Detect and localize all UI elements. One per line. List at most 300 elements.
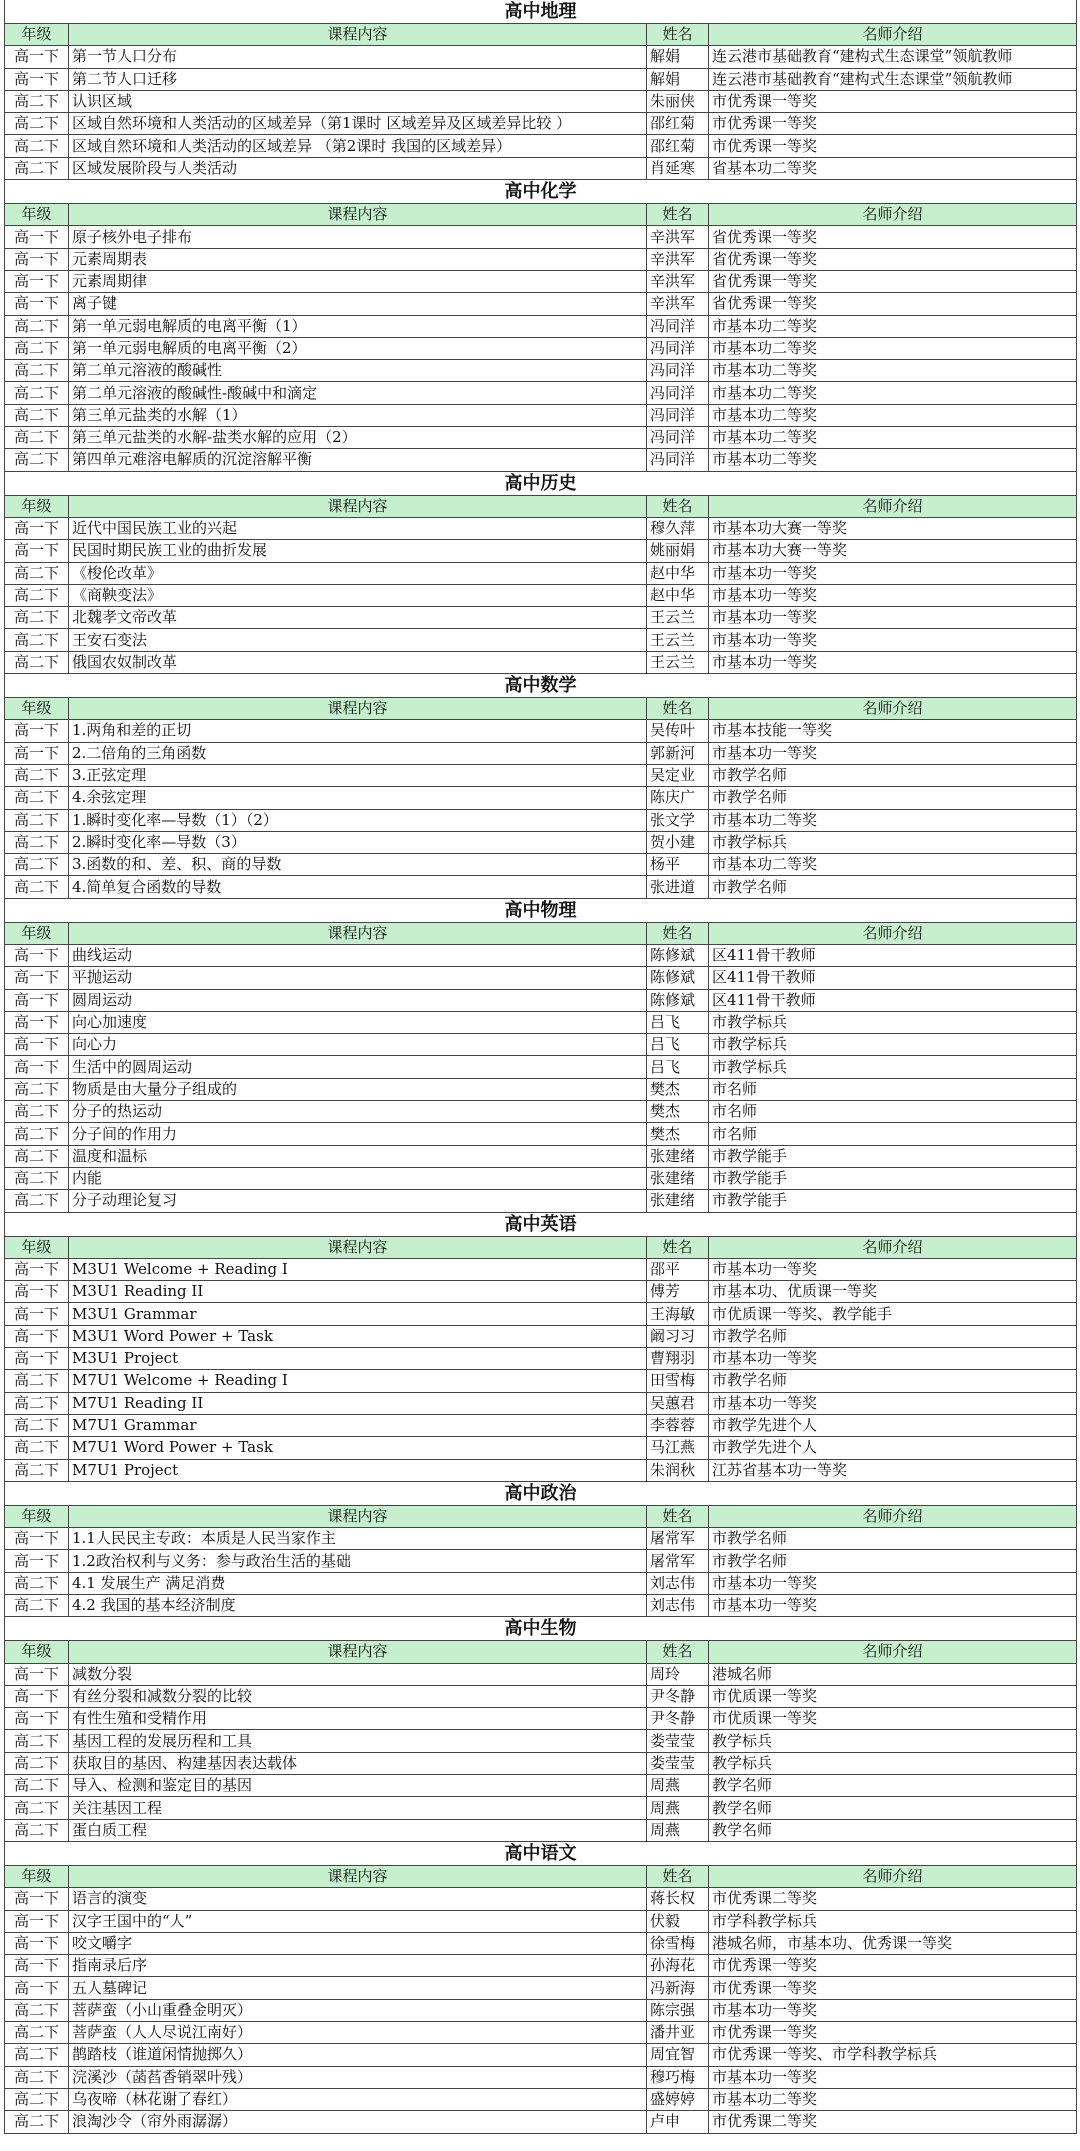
teacher-intro-cell: 市优秀课一等奖 bbox=[709, 113, 1077, 135]
grade-cell: 高一下 bbox=[5, 1281, 69, 1303]
teacher-intro-cell: 市优秀课一等奖 bbox=[709, 1955, 1077, 1977]
header-grade: 年级 bbox=[5, 24, 69, 46]
table-row bbox=[5, 157, 1077, 179]
grade-cell: 高一下 bbox=[5, 989, 69, 1011]
header-row bbox=[5, 24, 1077, 46]
header-intro: 名师介绍 bbox=[709, 1236, 1077, 1258]
grade-cell: 高一下 bbox=[5, 293, 69, 315]
course-sheet bbox=[4, 0, 1076, 2134]
header-row bbox=[5, 1236, 1077, 1258]
table-row bbox=[5, 1888, 1077, 1910]
course-cell: 元素周期律 bbox=[69, 270, 647, 292]
grade-cell: 高二下 bbox=[5, 809, 69, 831]
grade-cell: 高二下 bbox=[5, 449, 69, 471]
grade-cell: 高二下 bbox=[5, 1459, 69, 1481]
teacher-name-cell: 王海敏 bbox=[647, 1303, 709, 1325]
teacher-name-cell: 辛洪军 bbox=[647, 270, 709, 292]
teacher-intro-cell: 市优秀课一等奖 bbox=[709, 1977, 1077, 1999]
teacher-name-cell: 樊杰 bbox=[647, 1123, 709, 1145]
teacher-intro-cell: 市优秀课二等奖 bbox=[709, 1888, 1077, 1910]
course-cell: 民国时期民族工业的曲折发展 bbox=[69, 540, 647, 562]
table-row bbox=[5, 135, 1077, 157]
teacher-name-cell: 冯同洋 bbox=[647, 449, 709, 471]
table-row bbox=[5, 809, 1077, 831]
teacher-intro-cell: 市教学标兵 bbox=[709, 1011, 1077, 1033]
grade-cell: 高二下 bbox=[5, 157, 69, 179]
header-name: 姓名 bbox=[647, 1641, 709, 1663]
header-course: 课程内容 bbox=[69, 1505, 647, 1527]
table-row bbox=[5, 854, 1077, 876]
teacher-intro-cell: 区411骨干教师 bbox=[709, 989, 1077, 1011]
table-row bbox=[5, 315, 1077, 337]
grade-cell: 高一下 bbox=[5, 944, 69, 966]
header-course: 课程内容 bbox=[69, 922, 647, 944]
table-row bbox=[5, 1910, 1077, 1932]
table-row bbox=[5, 1955, 1077, 1977]
teacher-name-cell: 傅芳 bbox=[647, 1281, 709, 1303]
teacher-name-cell: 郭新河 bbox=[647, 742, 709, 764]
course-cell: 语言的演变 bbox=[69, 1888, 647, 1910]
grade-cell: 高二下 bbox=[5, 607, 69, 629]
teacher-name-cell: 周燕 bbox=[647, 1775, 709, 1797]
teacher-intro-cell: 市优质课一等奖 bbox=[709, 1708, 1077, 1730]
table-row bbox=[5, 248, 1077, 270]
header-row bbox=[5, 1505, 1077, 1527]
table-row bbox=[5, 226, 1077, 248]
teacher-intro-cell: 市教学能手 bbox=[709, 1145, 1077, 1167]
teacher-intro-cell: 教学名师 bbox=[709, 1797, 1077, 1819]
course-cell: 减数分裂 bbox=[69, 1663, 647, 1685]
course-cell: 近代中国民族工业的兴起 bbox=[69, 517, 647, 539]
teacher-intro-cell: 市基本功一等奖 bbox=[709, 2066, 1077, 2088]
course-cell: 获取目的基因、构建基因表达载体 bbox=[69, 1752, 647, 1774]
header-row bbox=[5, 1865, 1077, 1887]
teacher-name-cell: 吴传叶 bbox=[647, 720, 709, 742]
table-row bbox=[5, 540, 1077, 562]
table-row bbox=[5, 876, 1077, 898]
course-cell: 指南录后序 bbox=[69, 1955, 647, 1977]
grade-cell: 高一下 bbox=[5, 226, 69, 248]
course-cell: 第一单元弱电解质的电离平衡（1） bbox=[69, 315, 647, 337]
course-cell: M7U1 Grammar bbox=[69, 1414, 647, 1436]
course-cell: 离子键 bbox=[69, 293, 647, 315]
header-course: 课程内容 bbox=[69, 1641, 647, 1663]
grade-cell: 高二下 bbox=[5, 651, 69, 673]
grade-cell: 高一下 bbox=[5, 1303, 69, 1325]
course-cell: 4.2 我国的基本经济制度 bbox=[69, 1595, 647, 1617]
teacher-intro-cell: 市基本功、优质课一等奖 bbox=[709, 1281, 1077, 1303]
teacher-name-cell: 刘志伟 bbox=[647, 1572, 709, 1594]
table-row bbox=[5, 1370, 1077, 1392]
course-cell: 王安石变法 bbox=[69, 629, 647, 651]
grade-cell: 高二下 bbox=[5, 404, 69, 426]
teacher-name-cell: 张建绪 bbox=[647, 1167, 709, 1189]
teacher-name-cell: 张建绪 bbox=[647, 1145, 709, 1167]
course-cell: 4.余弦定理 bbox=[69, 787, 647, 809]
teacher-name-cell: 贺小建 bbox=[647, 831, 709, 853]
course-cell: 第三单元盐类的水解（1） bbox=[69, 404, 647, 426]
teacher-intro-cell: 教学标兵 bbox=[709, 1730, 1077, 1752]
teacher-name-cell: 屠常军 bbox=[647, 1550, 709, 1572]
table-row bbox=[5, 584, 1077, 606]
table-row bbox=[5, 967, 1077, 989]
course-cell: M7U1 Welcome + Reading I bbox=[69, 1370, 647, 1392]
table-row bbox=[5, 1752, 1077, 1774]
header-name: 姓名 bbox=[647, 1865, 709, 1887]
header-row bbox=[5, 204, 1077, 226]
course-cell: M3U1 Word Power + Task bbox=[69, 1325, 647, 1347]
grade-cell: 高二下 bbox=[5, 1437, 69, 1459]
grade-cell: 高一下 bbox=[5, 517, 69, 539]
course-cell: 分子间的作用力 bbox=[69, 1123, 647, 1145]
header-grade: 年级 bbox=[5, 1236, 69, 1258]
table-row bbox=[5, 1056, 1077, 1078]
table-row bbox=[5, 113, 1077, 135]
course-cell: 咬文嚼字 bbox=[69, 1932, 647, 1954]
grade-cell: 高二下 bbox=[5, 2066, 69, 2088]
course-cell: 元素周期表 bbox=[69, 248, 647, 270]
grade-cell: 高二下 bbox=[5, 2111, 69, 2133]
grade-cell: 高一下 bbox=[5, 270, 69, 292]
teacher-intro-cell: 市教学先进个人 bbox=[709, 1414, 1077, 1436]
teacher-name-cell: 陈修斌 bbox=[647, 967, 709, 989]
grade-cell: 高二下 bbox=[5, 382, 69, 404]
teacher-name-cell: 赵中华 bbox=[647, 562, 709, 584]
grade-cell: 高一下 bbox=[5, 1258, 69, 1280]
teacher-name-cell: 吴蕙君 bbox=[647, 1392, 709, 1414]
header-intro: 名师介绍 bbox=[709, 1505, 1077, 1527]
course-cell: 导入、检测和鉴定目的基因 bbox=[69, 1775, 647, 1797]
teacher-name-cell: 朱丽侠 bbox=[647, 90, 709, 112]
course-cell: 《梭伦改革》 bbox=[69, 562, 647, 584]
teacher-name-cell: 肖延寒 bbox=[647, 157, 709, 179]
teacher-intro-cell: 市教学先进个人 bbox=[709, 1437, 1077, 1459]
teacher-name-cell: 辛洪军 bbox=[647, 293, 709, 315]
teacher-intro-cell: 港城名师，市基本功、优秀课一等奖 bbox=[709, 1932, 1077, 1954]
table-row bbox=[5, 764, 1077, 786]
teacher-intro-cell: 市基本功一等奖 bbox=[709, 1392, 1077, 1414]
course-cell: 第二单元溶液的酸碱性 bbox=[69, 360, 647, 382]
teacher-intro-cell: 市教学名师 bbox=[709, 1325, 1077, 1347]
teacher-name-cell: 卢申 bbox=[647, 2111, 709, 2133]
teacher-name-cell: 解娟 bbox=[647, 46, 709, 68]
grade-cell: 高一下 bbox=[5, 1034, 69, 1056]
teacher-name-cell: 邵红菊 bbox=[647, 113, 709, 135]
teacher-intro-cell: 市基本功一等奖 bbox=[709, 1258, 1077, 1280]
grade-cell: 高二下 bbox=[5, 337, 69, 359]
teacher-intro-cell: 省优秀课一等奖 bbox=[709, 248, 1077, 270]
grade-cell: 高一下 bbox=[5, 1910, 69, 1932]
course-cell: 曲线运动 bbox=[69, 944, 647, 966]
teacher-intro-cell: 市基本功二等奖 bbox=[709, 427, 1077, 449]
teacher-name-cell: 尹冬静 bbox=[647, 1685, 709, 1707]
header-intro: 名师介绍 bbox=[709, 204, 1077, 226]
table-row bbox=[5, 1999, 1077, 2021]
grade-cell: 高二下 bbox=[5, 1414, 69, 1436]
teacher-name-cell: 娄莹莹 bbox=[647, 1730, 709, 1752]
table-row bbox=[5, 2111, 1077, 2133]
course-cell: 鹊踏枝（谁道闲情抛掷久） bbox=[69, 2044, 647, 2066]
table-row bbox=[5, 607, 1077, 629]
teacher-intro-cell: 市教学标兵 bbox=[709, 1034, 1077, 1056]
grade-cell: 高二下 bbox=[5, 1572, 69, 1594]
grade-cell: 高二下 bbox=[5, 135, 69, 157]
course-cell: 1.瞬时变化率—导数（1）（2） bbox=[69, 809, 647, 831]
table-row bbox=[5, 1101, 1077, 1123]
grade-cell: 高二下 bbox=[5, 1752, 69, 1774]
header-row bbox=[5, 922, 1077, 944]
grade-cell: 高二下 bbox=[5, 584, 69, 606]
teacher-intro-cell: 市教学标兵 bbox=[709, 1056, 1077, 1078]
course-cell: 基因工程的发展历程和工具 bbox=[69, 1730, 647, 1752]
course-cell: M7U1 Reading II bbox=[69, 1392, 647, 1414]
header-course: 课程内容 bbox=[69, 1865, 647, 1887]
section-title-row bbox=[5, 898, 1077, 922]
section-title: 高中英语 bbox=[5, 1212, 1077, 1236]
table-row bbox=[5, 517, 1077, 539]
header-course: 课程内容 bbox=[69, 24, 647, 46]
grade-cell: 高二下 bbox=[5, 1775, 69, 1797]
table-row bbox=[5, 831, 1077, 853]
teacher-intro-cell: 市基本功二等奖 bbox=[709, 449, 1077, 471]
course-cell: M3U1 Reading II bbox=[69, 1281, 647, 1303]
teacher-intro-cell: 市基本功大赛一等奖 bbox=[709, 540, 1077, 562]
course-cell: 浪淘沙令（帘外雨潺潺） bbox=[69, 2111, 647, 2133]
grade-cell: 高一下 bbox=[5, 1932, 69, 1954]
course-cell: 第一节人口分布 bbox=[69, 46, 647, 68]
table-row bbox=[5, 68, 1077, 90]
header-intro: 名师介绍 bbox=[709, 1865, 1077, 1887]
grade-cell: 高二下 bbox=[5, 1078, 69, 1100]
grade-cell: 高一下 bbox=[5, 742, 69, 764]
grade-cell: 高二下 bbox=[5, 1392, 69, 1414]
teacher-name-cell: 周宜智 bbox=[647, 2044, 709, 2066]
teacher-name-cell: 冯同洋 bbox=[647, 360, 709, 382]
header-name: 姓名 bbox=[647, 24, 709, 46]
teacher-name-cell: 张建绪 bbox=[647, 1190, 709, 1212]
section-title: 高中生物 bbox=[5, 1617, 1077, 1641]
header-grade: 年级 bbox=[5, 1865, 69, 1887]
teacher-intro-cell: 市基本功一等奖 bbox=[709, 629, 1077, 651]
grade-cell: 高一下 bbox=[5, 1011, 69, 1033]
grade-cell: 高一下 bbox=[5, 1348, 69, 1370]
teacher-intro-cell: 市基本功一等奖 bbox=[709, 1595, 1077, 1617]
teacher-name-cell: 阚习习 bbox=[647, 1325, 709, 1347]
course-cell: 第一单元弱电解质的电离平衡（2） bbox=[69, 337, 647, 359]
teacher-name-cell: 孙海花 bbox=[647, 1955, 709, 1977]
table-row bbox=[5, 1775, 1077, 1797]
course-cell: 俄国农奴制改革 bbox=[69, 651, 647, 673]
teacher-name-cell: 杨平 bbox=[647, 854, 709, 876]
grade-cell: 高一下 bbox=[5, 1888, 69, 1910]
teacher-intro-cell: 省优秀课一等奖 bbox=[709, 293, 1077, 315]
table-row bbox=[5, 1595, 1077, 1617]
course-cell: 乌夜啼（林花谢了春红） bbox=[69, 2088, 647, 2110]
teacher-name-cell: 王云兰 bbox=[647, 651, 709, 673]
teacher-intro-cell: 市基本功一等奖 bbox=[709, 584, 1077, 606]
teacher-name-cell: 解娟 bbox=[647, 68, 709, 90]
course-cell: 向心力 bbox=[69, 1034, 647, 1056]
header-course: 课程内容 bbox=[69, 204, 647, 226]
grade-cell: 高一下 bbox=[5, 1528, 69, 1550]
teacher-intro-cell: 市教学能手 bbox=[709, 1167, 1077, 1189]
teacher-name-cell: 蒋长权 bbox=[647, 1888, 709, 1910]
header-grade: 年级 bbox=[5, 204, 69, 226]
table-row bbox=[5, 787, 1077, 809]
teacher-name-cell: 伏毅 bbox=[647, 1910, 709, 1932]
table-row bbox=[5, 944, 1077, 966]
teacher-intro-cell: 市基本功一等奖 bbox=[709, 1572, 1077, 1594]
grade-cell: 高二下 bbox=[5, 427, 69, 449]
teacher-intro-cell: 市基本功大赛一等奖 bbox=[709, 517, 1077, 539]
header-intro: 名师介绍 bbox=[709, 698, 1077, 720]
table-row bbox=[5, 1528, 1077, 1550]
teacher-name-cell: 娄莹莹 bbox=[647, 1752, 709, 1774]
table-row bbox=[5, 1730, 1077, 1752]
course-cell: 区域发展阶段与人类活动 bbox=[69, 157, 647, 179]
grade-cell: 高二下 bbox=[5, 1819, 69, 1841]
course-cell: 物质是由大量分子组成的 bbox=[69, 1078, 647, 1100]
table-row bbox=[5, 1011, 1077, 1033]
teacher-name-cell: 吕飞 bbox=[647, 1056, 709, 1078]
table-row bbox=[5, 293, 1077, 315]
teacher-intro-cell: 区411骨干教师 bbox=[709, 967, 1077, 989]
table-row bbox=[5, 1819, 1077, 1841]
section-title-row bbox=[5, 0, 1077, 24]
teacher-name-cell: 陈修斌 bbox=[647, 989, 709, 1011]
grade-cell: 高二下 bbox=[5, 2044, 69, 2066]
table-row bbox=[5, 2022, 1077, 2044]
header-course: 课程内容 bbox=[69, 1236, 647, 1258]
teacher-name-cell: 曹翔羽 bbox=[647, 1348, 709, 1370]
grade-cell: 高二下 bbox=[5, 764, 69, 786]
grade-cell: 高一下 bbox=[5, 1325, 69, 1347]
teacher-intro-cell: 市教学标兵 bbox=[709, 831, 1077, 853]
section-title-row bbox=[5, 471, 1077, 495]
teacher-intro-cell: 市教学名师 bbox=[709, 876, 1077, 898]
teacher-intro-cell: 市优秀课一等奖、市学科教学标兵 bbox=[709, 2044, 1077, 2066]
section-title-row bbox=[5, 1841, 1077, 1865]
teacher-name-cell: 屠常军 bbox=[647, 1528, 709, 1550]
table-row bbox=[5, 1258, 1077, 1280]
teacher-intro-cell: 市基本功一等奖 bbox=[709, 562, 1077, 584]
teacher-intro-cell: 市教学名师 bbox=[709, 1370, 1077, 1392]
header-grade: 年级 bbox=[5, 698, 69, 720]
table-row bbox=[5, 2044, 1077, 2066]
header-name: 姓名 bbox=[647, 922, 709, 944]
teacher-name-cell: 冯同洋 bbox=[647, 382, 709, 404]
table-row bbox=[5, 1190, 1077, 1212]
section-title-row bbox=[5, 180, 1077, 204]
table-row bbox=[5, 1932, 1077, 1954]
teacher-name-cell: 邵红菊 bbox=[647, 135, 709, 157]
teacher-name-cell: 冯同洋 bbox=[647, 337, 709, 359]
teacher-name-cell: 尹冬静 bbox=[647, 1708, 709, 1730]
teacher-intro-cell: 市基本功二等奖 bbox=[709, 337, 1077, 359]
course-cell: 2.二倍角的三角函数 bbox=[69, 742, 647, 764]
table-row bbox=[5, 1459, 1077, 1481]
teacher-intro-cell: 连云港市基础教育“建构式生态课堂”领航教师 bbox=[709, 68, 1077, 90]
grade-cell: 高二下 bbox=[5, 1797, 69, 1819]
grade-cell: 高一下 bbox=[5, 1955, 69, 1977]
section-title-row bbox=[5, 1617, 1077, 1641]
teacher-name-cell: 徐雪梅 bbox=[647, 1932, 709, 1954]
teacher-intro-cell: 省优秀课一等奖 bbox=[709, 226, 1077, 248]
grade-cell: 高二下 bbox=[5, 787, 69, 809]
header-course: 课程内容 bbox=[69, 698, 647, 720]
teacher-name-cell: 姚丽娟 bbox=[647, 540, 709, 562]
grade-cell: 高一下 bbox=[5, 1708, 69, 1730]
grade-cell: 高二下 bbox=[5, 562, 69, 584]
teacher-name-cell: 陈庆广 bbox=[647, 787, 709, 809]
table-row bbox=[5, 1325, 1077, 1347]
table-row bbox=[5, 989, 1077, 1011]
course-cell: M3U1 Grammar bbox=[69, 1303, 647, 1325]
grade-cell: 高二下 bbox=[5, 315, 69, 337]
grade-cell: 高二下 bbox=[5, 113, 69, 135]
grade-cell: 高二下 bbox=[5, 1123, 69, 1145]
grade-cell: 高一下 bbox=[5, 248, 69, 270]
grade-cell: 高二下 bbox=[5, 1101, 69, 1123]
course-cell: 有丝分裂和减数分裂的比较 bbox=[69, 1685, 647, 1707]
teacher-intro-cell: 教学名师 bbox=[709, 1775, 1077, 1797]
header-name: 姓名 bbox=[647, 495, 709, 517]
teacher-intro-cell: 市基本功二等奖 bbox=[709, 315, 1077, 337]
table-row bbox=[5, 1145, 1077, 1167]
teacher-name-cell: 赵中华 bbox=[647, 584, 709, 606]
table-row bbox=[5, 427, 1077, 449]
section-title: 高中历史 bbox=[5, 471, 1077, 495]
course-cell: 菩萨蛮（小山重叠金明灭） bbox=[69, 1999, 647, 2021]
header-intro: 名师介绍 bbox=[709, 1641, 1077, 1663]
course-cell: M7U1 Project bbox=[69, 1459, 647, 1481]
teacher-name-cell: 辛洪军 bbox=[647, 248, 709, 270]
teacher-name-cell: 辛洪军 bbox=[647, 226, 709, 248]
course-cell: 3.正弦定理 bbox=[69, 764, 647, 786]
course-cell: 生活中的圆周运动 bbox=[69, 1056, 647, 1078]
teacher-name-cell: 周燕 bbox=[647, 1819, 709, 1841]
grade-cell: 高一下 bbox=[5, 720, 69, 742]
teacher-intro-cell: 省基本功二等奖 bbox=[709, 157, 1077, 179]
teacher-name-cell: 盛婷婷 bbox=[647, 2088, 709, 2110]
teacher-name-cell: 朱润秋 bbox=[647, 1459, 709, 1481]
teacher-intro-cell: 市基本功二等奖 bbox=[709, 809, 1077, 831]
teacher-intro-cell: 市优秀课一等奖 bbox=[709, 135, 1077, 157]
teacher-intro-cell: 港城名师 bbox=[709, 1663, 1077, 1685]
grade-cell: 高二下 bbox=[5, 831, 69, 853]
teacher-intro-cell: 市优秀课二等奖 bbox=[709, 2111, 1077, 2133]
teacher-intro-cell: 市基本功二等奖 bbox=[709, 360, 1077, 382]
course-cell: 1.两角和差的正切 bbox=[69, 720, 647, 742]
section-title: 高中数学 bbox=[5, 674, 1077, 698]
course-cell: 第四单元难溶电解质的沉淀溶解平衡 bbox=[69, 449, 647, 471]
grade-cell: 高二下 bbox=[5, 876, 69, 898]
header-course: 课程内容 bbox=[69, 495, 647, 517]
grade-cell: 高二下 bbox=[5, 360, 69, 382]
teacher-intro-cell: 江苏省基本功一等奖 bbox=[709, 1459, 1077, 1481]
section-title-row bbox=[5, 1212, 1077, 1236]
teacher-intro-cell: 市名师 bbox=[709, 1123, 1077, 1145]
teacher-name-cell: 冯同洋 bbox=[647, 404, 709, 426]
table-row bbox=[5, 1281, 1077, 1303]
section-title: 高中地理 bbox=[5, 0, 1077, 24]
section-title: 高中政治 bbox=[5, 1481, 1077, 1505]
table-row bbox=[5, 1078, 1077, 1100]
section-title: 高中物理 bbox=[5, 898, 1077, 922]
table-row bbox=[5, 404, 1077, 426]
teacher-name-cell: 田雪梅 bbox=[647, 1370, 709, 1392]
header-name: 姓名 bbox=[647, 1236, 709, 1258]
